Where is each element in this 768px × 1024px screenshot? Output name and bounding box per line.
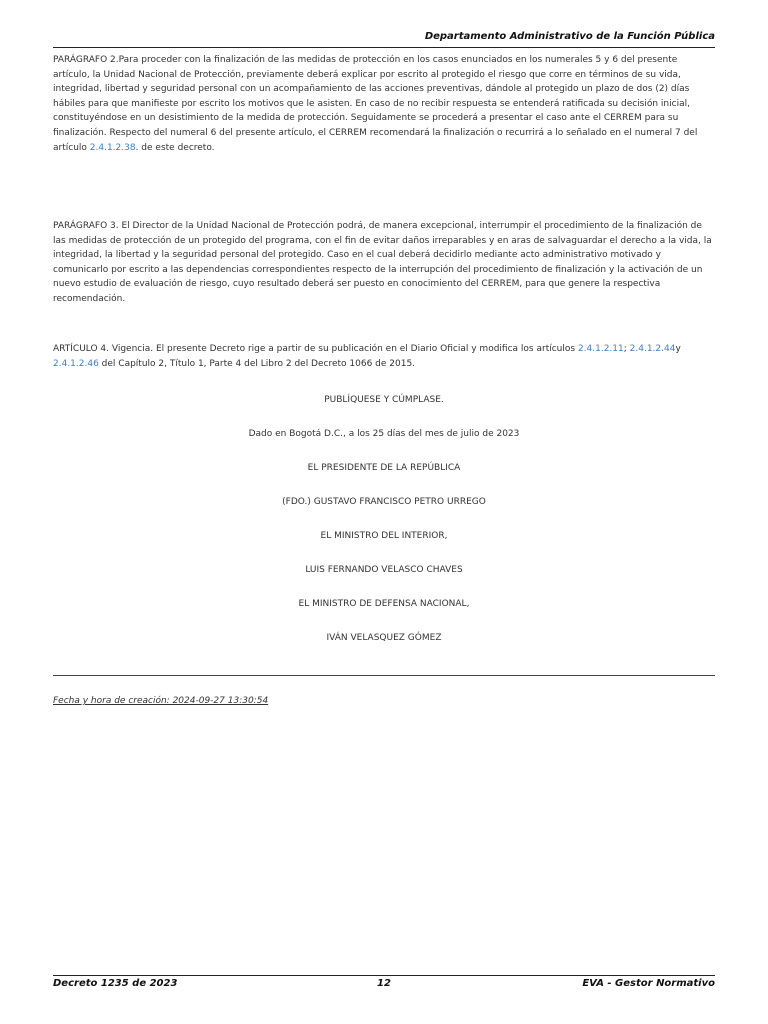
presidente-title: EL PRESIDENTE DE LA REPÚBLICA bbox=[307, 463, 461, 473]
publiquese-line: PUBLÍQUESE Y CÚMPLASE. bbox=[324, 395, 444, 405]
articulo-4-text: ARTÍCULO 4. Vigencia. El presente Decreto rige a partir de su publicación en el Diario Oficial y modifica los artículos bbox=[53, 344, 578, 354]
ministro-interior-title: EL MINISTRO DEL INTERIOR, bbox=[320, 531, 448, 541]
articulo-4-text-end: del Capítulo 2, Título 1, Parte 4 del Libro 2 del Decreto 1066 de 2015. bbox=[98, 358, 416, 369]
footer-document-title: Decreto 1235 de 2023 bbox=[53, 978, 178, 989]
document-page bbox=[53, 0, 715, 1024]
paragrafo-2 bbox=[53, 53, 715, 155]
articulo-4-sep-1: ; bbox=[623, 344, 630, 354]
footer-source: EVA - Gestor Normativo bbox=[582, 978, 715, 989]
paragrafo-2-text: PARÁGRAFO 2.Para proceder con la finalización de las medidas de protección en los casos enunciados en los numerales 5 y 6 del presente artículo, la Unidad Nacional de Protección, previamente deberá explicar por escrito al protegido el riesgo que corre en términos de su vida, integridad, libertad y seguridad personal con un acompañamiento de las acciones preventivas, dándole al protegido un plazo de dos (2) días hábiles para que manifieste por escrito los motivos que le asisten. En caso de no recibir respuesta se entenderá ratificada su decisión inicial, constituyéndose en un desistimiento de la medida de protección. Seguidamente se procederá a presentar el caso ante el CERREM para su finalización. Respecto del numeral 6 del presente artículo, el CERREM recomendará la finalización o recurrirá a lo señalado en el numeral 7 del artículo bbox=[53, 55, 698, 153]
ministro-defensa-title: EL MINISTRO DE DEFENSA NACIONAL, bbox=[298, 599, 470, 609]
dado-en-line: Dado en Bogotá D.C., a los 25 días del mes de julio de 2023 bbox=[248, 429, 520, 439]
footer-page-number: 12 bbox=[377, 978, 391, 989]
articulo-4-sep-2: y bbox=[675, 344, 681, 354]
link-2-4-1-2-46[interactable]: 2.4.1.2.46 bbox=[53, 358, 99, 369]
page-header: Departamento Administrativo de la Función Pública bbox=[424, 31, 715, 42]
paragrafo-3: PARÁGRAFO 3. El Director de la Unidad Nacional de Protección podrá, de manera excepcional, interrumpir el procedimiento de la finalización de las medidas de protección de un protegido del programa, con el fin de evitar daños irreparables y en aras de salvaguardar el derecho a la vida, la integridad, la libertad y la seguridad personal del protegido. Caso en el cual deberá decidirlo mediante acto administrativo motivado y comunicarlo por escrito a las dependencias correspondientes respecto de la interrupción del procedimiento de finalización y la activación de un nuevo estudio de evaluación de riesgo, cuyo resultado deberá ser puesto en conocimiento del CERREM, para que genere la respectiva recomendación. bbox=[53, 221, 712, 304]
articulo-4 bbox=[53, 342, 715, 371]
link-2-4-1-2-11[interactable]: 2.4.1.2.11 bbox=[577, 344, 624, 354]
body-divider bbox=[53, 675, 715, 676]
paragrafo-2-text-end: . de este decreto. bbox=[135, 142, 215, 153]
ministro-defensa-name: IVÁN VELASQUEZ GÓMEZ bbox=[326, 633, 442, 643]
footer-divider bbox=[53, 975, 715, 976]
link-2-4-1-2-44[interactable]: 2.4.1.2.44 bbox=[629, 344, 676, 354]
header-divider bbox=[53, 47, 715, 48]
presidente-name: (FDO.) GUSTAVO FRANCISCO PETRO URREGO bbox=[282, 497, 486, 507]
ministro-interior-name: LUIS FERNANDO VELASCO CHAVES bbox=[305, 565, 463, 575]
link-2-4-1-2-38[interactable]: 2.4.1.2.38 bbox=[89, 142, 136, 153]
creation-timestamp: Fecha y hora de creación: 2024-09-27 13:30:54 bbox=[53, 696, 269, 706]
